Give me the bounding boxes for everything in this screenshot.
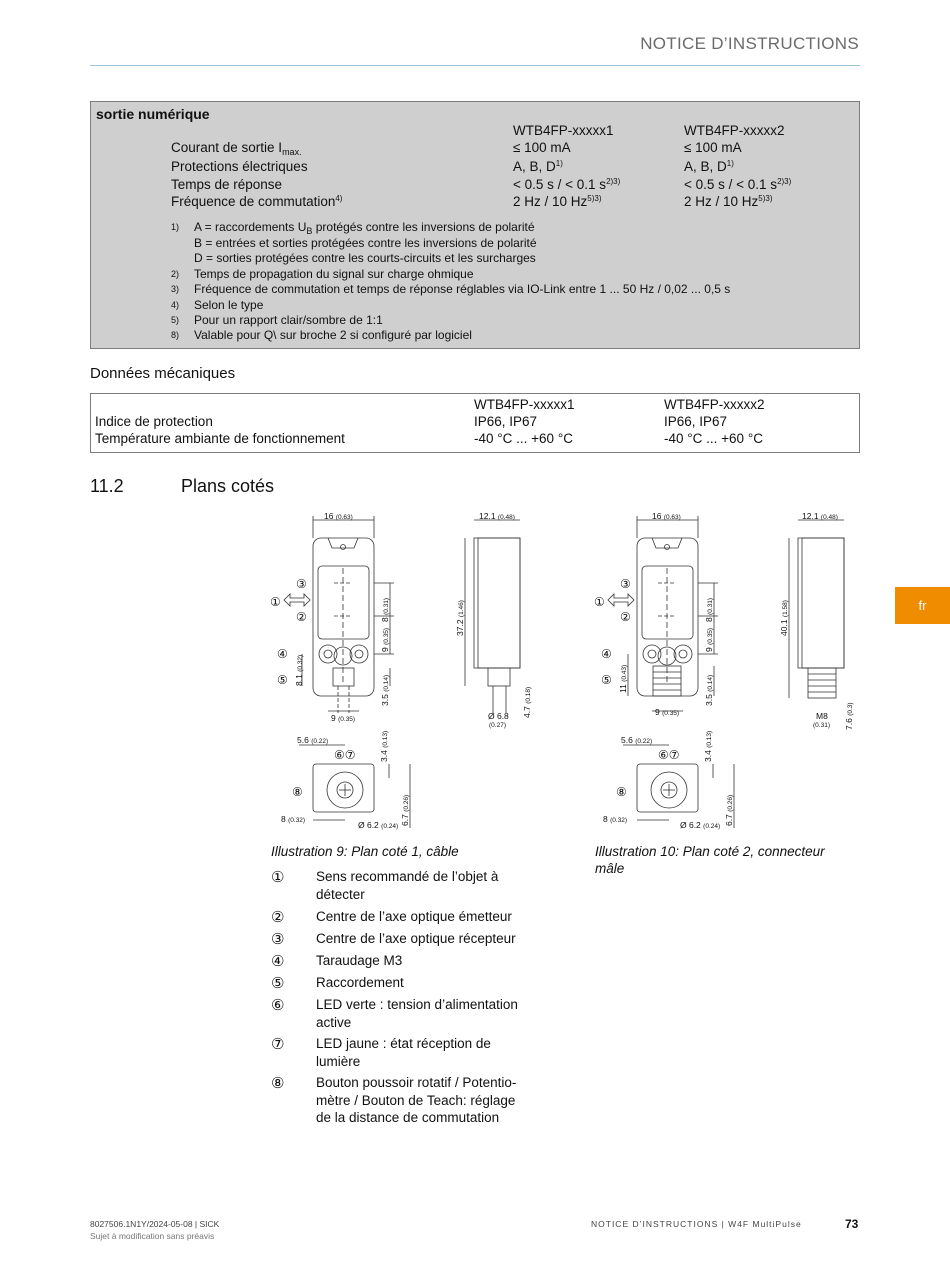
dim-width-side: 12.1 (0.48) <box>479 511 515 521</box>
dimension-drawing-cable <box>262 508 562 838</box>
header-title: NOTICE D’INSTRUCTIONS <box>640 34 859 53</box>
marker-8: ⑧ <box>616 785 627 799</box>
marker-4: ④ <box>601 647 612 661</box>
marker-8: ⑧ <box>292 785 303 799</box>
row-value-1: IP66, IP67 <box>474 414 538 429</box>
section-title: Plans cotés <box>181 476 275 496</box>
footnote-text: Selon le type <box>194 298 264 312</box>
legend-text: Bouton poussoir rotatif / Potentio-mètre / Bouton de Teach: réglage de la distance de commutation <box>316 1075 517 1125</box>
marker-2: ② <box>620 610 631 624</box>
legend-text: Centre de l’axe optique récepteur <box>316 931 516 946</box>
footnote-text: Temps de propagation du signal sur charge ohmique <box>194 267 474 281</box>
dim-3-4: 3.4 (0.13) <box>379 730 389 762</box>
dim-3-5: 3.5 (0.14) <box>380 674 390 706</box>
row-value-2: 2 Hz / 10 $Hz^{5)3)}$ <box>684 194 773 209</box>
marker-1: ① <box>594 595 605 609</box>
footer-doc-id: 8027506.1N1Y/2024-05-08 | SICK <box>90 1219 220 1229</box>
row-label: Protections électriques <box>171 159 308 174</box>
legend-text: Centre de l’axe optique émetteur <box>316 909 512 924</box>
dim-8: 8 (0.31) <box>380 597 390 622</box>
dim-9-vertical: 9 (0.35) <box>704 627 714 652</box>
footnote-number: 8) <box>171 330 180 340</box>
dim-3-4: 3.4 (0.13) <box>703 730 713 762</box>
legend-text: Raccordement <box>316 975 404 990</box>
dimension-drawing-connector <box>586 508 866 838</box>
row-value-2: -40 °C ... +60 °C <box>664 431 763 446</box>
legend-number: ④ <box>271 953 285 970</box>
dim-cable-diameter-inch: (0.27) <box>489 722 506 729</box>
dim-m8: M8 <box>816 711 828 721</box>
dim-8: 8 (0.31) <box>704 597 714 622</box>
dim-5-6: 5.6 (0.22) <box>297 735 329 745</box>
dim-width-side: 12.1 (0.48) <box>802 511 838 521</box>
dim-width-front: 16 (0.63) <box>324 511 353 521</box>
dim-8-bottom: 8 (0.32) <box>281 814 306 824</box>
dim-5-6: 5.6 (0.22) <box>621 735 653 745</box>
footnote-text: B = entrées et sorties protégées contre les inversions de polarité <box>194 236 537 250</box>
column-header-1: WTB4FP-xxxxx1 <box>474 397 575 412</box>
marker-5: ⑤ <box>601 673 612 687</box>
footnote-text: Fréquence de commutation et temps de réponse réglables via IO-Link entre 1 ... 50 Hz / 0,02 ... 0,5 s <box>194 282 731 296</box>
marker-4: ④ <box>277 647 288 661</box>
dim-6-7: 6.7 (0.26) <box>724 794 734 826</box>
footnote-number: 4) <box>171 300 180 310</box>
column-header-2: WTB4FP-xxxxx2 <box>664 397 765 412</box>
dim-9-vertical: 9 (0.35) <box>380 627 390 652</box>
dim-6-2: Ø 6.2 (0.24) <box>358 820 399 830</box>
column-header-1: WTB4FP-xxxxx1 <box>513 123 614 138</box>
dim-9-horizontal: 9 (0.35) <box>331 713 356 723</box>
dim-7-6: 7.6 (0.3) <box>844 702 854 730</box>
page-number: 73 <box>845 1217 859 1231</box>
row-value-1: -40 °C ... +60 °C <box>474 431 573 446</box>
row-value-1: 2 Hz / 10 $Hz^{5)3)}$ <box>513 194 602 209</box>
dim-8-1: 8.1 (0.32) <box>294 654 304 686</box>
row-label: Fréquence de commutation$^{4)}$ <box>171 194 343 209</box>
dim-8-bottom: 8 (0.32) <box>603 814 628 824</box>
row-value-2: A, B, $D^{1)}$ <box>684 159 734 174</box>
marker-3: ③ <box>296 577 307 591</box>
dim-6-2: Ø 6.2 (0.24) <box>680 820 721 830</box>
dim-9-horizontal: 9 (0.35) <box>655 707 680 717</box>
footnote-text: D = sorties protégées contre les courts-circuits et les surcharges <box>194 251 536 265</box>
legend-number: ⑧ <box>271 1075 285 1092</box>
footnote-number: 3) <box>171 284 180 294</box>
footnote-text: A = raccordements $U_B$ protégés contre les inversions de polarité <box>194 220 535 236</box>
dim-cable-diameter: Ø 6.8 <box>488 711 509 721</box>
dim-4-7: 4.7 (0.18) <box>522 686 532 718</box>
figure-10-caption: Illustration 10: Plan coté 2, connecteur mâle <box>595 844 825 876</box>
footer-note: Sujet à modification sans préavis <box>90 1231 215 1241</box>
marker-1: ① <box>270 595 281 609</box>
figure-9-caption: Illustration 9: Plan coté 1, câble <box>271 844 459 859</box>
dim-3-5: 3.5 (0.14) <box>704 674 714 706</box>
legend-number: ② <box>271 909 285 926</box>
column-header-2: WTB4FP-xxxxx2 <box>684 123 785 138</box>
footnote-text: Pour un rapport clair/sombre de 1:1 <box>194 313 383 327</box>
legend-text: LED verte : tension d’alimentation active <box>316 997 518 1030</box>
row-label: Temps de réponse <box>171 177 283 192</box>
legend-number: ⑦ <box>271 1036 285 1053</box>
legend-number: ⑥ <box>271 997 285 1014</box>
legend-number: ① <box>271 869 285 886</box>
footer-title: NOTICE D’INSTRUCTIONS | W4F MultiPulse <box>591 1219 802 1229</box>
row-label: Température ambiante de fonctionnement <box>95 431 345 446</box>
mechanical-table <box>90 393 860 453</box>
legend-text: Taraudage M3 <box>316 953 403 968</box>
row-label: Courant de sortie $I_{max.}$ <box>171 140 302 157</box>
marker-6-7: ⑥⑦ <box>334 748 356 762</box>
dim-m8-inch: (0.31) <box>813 722 830 729</box>
legend-number: ③ <box>271 931 285 948</box>
footnote-number: 1) <box>171 222 180 232</box>
legend-text: LED jaune : état réception de lumière <box>316 1036 491 1069</box>
section-number: 11.2 <box>90 476 124 496</box>
row-value-1: A, B, $D^{1)}$ <box>513 159 563 174</box>
row-value-2: ≤ 100 mA <box>684 140 742 155</box>
table-heading: sortie numérique <box>96 106 210 122</box>
legend-text: Sens recommandé de l’objet à détecter <box>316 869 499 902</box>
dim-height: 37.2 (1.46) <box>455 600 465 636</box>
digital-output-table <box>90 101 860 349</box>
marker-3: ③ <box>620 577 631 591</box>
language-tab[interactable]: fr <box>895 587 950 624</box>
dim-6-7: 6.7 (0.26) <box>400 794 410 826</box>
row-label: Indice de protection <box>95 414 213 429</box>
footnote-text: Valable pour Q\ sur broche 2 si configuré par logiciel <box>194 328 472 342</box>
marker-2: ② <box>296 610 307 624</box>
mechanical-heading: Données mécaniques <box>90 365 236 382</box>
row-value-2: < 0.5 s / < 0.1 $s^{2)3)}$ <box>684 177 792 192</box>
marker-5: ⑤ <box>277 673 288 687</box>
dim-width-front: 16 (0.63) <box>652 511 681 521</box>
legend-number: ⑤ <box>271 975 285 992</box>
footnote-number: 5) <box>171 315 180 325</box>
marker-6-7: ⑥⑦ <box>658 748 680 762</box>
footnote-number: 2) <box>171 269 180 279</box>
dim-11: 11 (0.43) <box>618 664 628 693</box>
row-value-2: IP66, IP67 <box>664 414 728 429</box>
header-rule <box>90 65 860 66</box>
row-value-1: ≤ 100 mA <box>513 140 571 155</box>
row-value-1: < 0.5 s / < 0.1 $s^{2)3)}$ <box>513 177 621 192</box>
dim-height: 40.1 (1.58) <box>779 600 789 636</box>
